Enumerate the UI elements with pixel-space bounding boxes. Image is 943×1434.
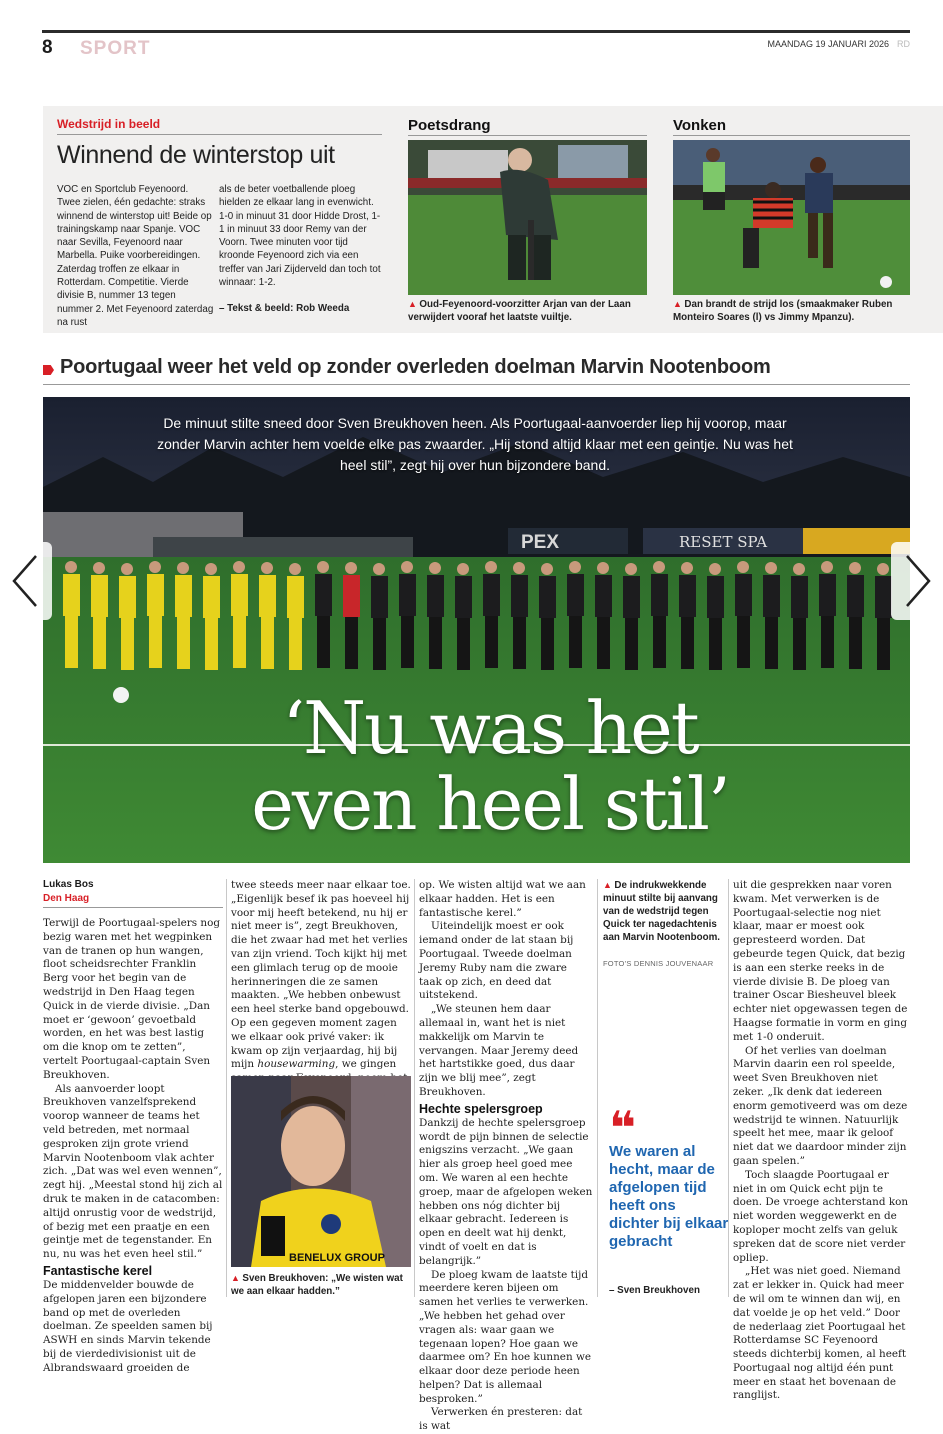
- pull-quote: We waren al hecht, maar de afgelopen tijd heeft ons dichter bij elkaar gebracht: [609, 1143, 729, 1250]
- column-divider: [728, 879, 729, 1297]
- wib-credit: – Tekst & beeld: Rob Weeda: [219, 303, 350, 315]
- carousel-next-button[interactable]: [891, 542, 943, 620]
- paragraph: Terwijl de Poortugaal-spelers nog bezig waren met het wegpinken van de tranen op hun wangen, floot scheidsrechter Franklin Berg voor het begin van de wedstrijd in Den Haag tegen Quick in de vierde divisie. „Dan moet er ‘gewoon’ gevoetbald worden, en het was best lastig om die knop om te zetten”, vertelt Poortugaal-captain Sven Breukhoven.: [43, 917, 221, 1081]
- subheading: Hechte spelersgroep: [419, 1101, 543, 1116]
- paragraph: Verwerken én presteren: dat is wat: [419, 1406, 583, 1433]
- section-label: SPORT: [80, 38, 151, 59]
- headline-marker: [43, 365, 54, 375]
- article-intro: De minuut stilte sneed door Sven Breukhoven heen. Als Poortugaal-aanvoerder liep hij voorop, maar zonder Marvin achter hem voelde elke pas zwaarder. „Hij stond altijd klaar met een geintje. Nu was het heel stil”, zegt hij over hun bijzondere band.: [157, 415, 793, 473]
- quote-mark-icon: ❝: [609, 1101, 636, 1155]
- chevron-left-icon: [0, 542, 52, 620]
- photo-credit: FOTO’S DENNIS JOUVENAAR: [603, 959, 714, 968]
- vonken-photo: [673, 140, 910, 295]
- portrait-photo: [231, 1076, 411, 1267]
- paragraph: Dankzij de hechte spelersgroep wordt de pijn binnen de selectie enigszins verzacht. „We gaan hier als groep heel goed mee om. We waren al een hechte groep, maar de afgelopen weken hebben ons nóg dichter bij elkaar gebracht. Iedereen is open en deelt wat hij denkt, vindt of voelt en dat is belangrijk.”: [419, 1116, 593, 1267]
- paragraph: op. We wisten altijd wat we aan elkaar hadden. Het is een fantastische kerel.”: [419, 879, 586, 919]
- divider: [43, 907, 223, 908]
- paragraph: Of het verlies van doelman Marvin daarin een rol speelde, weet Sven Breukhoven niet zeker. „Ik denk dat iedereen enorm gemotiveerd was om deze wedstrijd te winnen. Natuurlijk speelt het mee, maar ik geloof niet dat we daardoor minder zijn gaan spelen.”: [733, 1044, 908, 1167]
- article-column-3: [419, 879, 593, 1434]
- divider: [673, 135, 910, 136]
- vonken-title: Vonken: [673, 117, 727, 134]
- wib-text-col2: [219, 183, 382, 316]
- article-headline: Poortugaal weer het veld op zonder overleden doelman Marvin Nootenboom: [60, 356, 771, 378]
- shirt-sponsor: BENELUX GROUP: [289, 1252, 385, 1264]
- quote-line-2: even heel stil’: [251, 762, 729, 846]
- page-number: 8: [42, 37, 53, 58]
- paragraph: Uiteindelijk moest er ook iemand onder de lat staan bij Poortugaal. Tweede doelman Jeremy Ruby nam die zware taak op zich, en deed dat uitstekend.: [419, 920, 574, 1002]
- author: Lukas Bos: [43, 879, 94, 890]
- dateline: [640, 39, 910, 49]
- paragraph: Toch slaagde Poortugaal er niet in om Quick echt pijn te doen. De vroege achterstand kon niet worden weggewerkt en de koploper mocht zelfs van geluk spreken dat de score niet verder opliep.: [733, 1168, 909, 1264]
- paragraph: „We steunen hem daar allemaal in, want het is niet makkelijk om Marvin te vervangen. Maar Jeremy deed het hartstikke goed, dus daar zijn we blij mee”, zegt Breukhoven.: [419, 1003, 579, 1098]
- divider: [43, 384, 910, 385]
- main-photo-caption: ▲ De indrukwekkende minuut stilte bij aanvang van de wedstrijd tegen Quick ter nagedachtenis aan Marvin Nootenboom.: [603, 880, 721, 943]
- ad-board-pex: PEX: [521, 532, 560, 553]
- header-rule: [42, 30, 910, 33]
- paragraph: Als aanvoerder loopt Breukhoven vanzelfsprekend voorop wanneer de teams het veld betreden, met normaal gesproken zijn grote vriend Marvin Nootenboom vlak achter zich. „Dat was wel even wennen”, zegt hij. „Meestal stond hij zich al druk te maken in de catacomben: altijd onrustig voor de wedstrijd, of bezig met een praatje en een geintje met de tegenstander. En nu, nu was het even heel stil.”: [43, 1082, 223, 1261]
- paragraph: De ploeg kwam de laatste tijd meerdere keren bijeen om samen het verlies te verwerken. „We hebben het gehad over vragen als: waar gaan we tegenaan lopen? Hoe gaan we daarmee om? En hoe kunnen we elkaar door deze periode heen helpen? Dat is allemaal besproken.”: [419, 1268, 591, 1405]
- subheading: Fantastische kerel: [43, 1263, 153, 1278]
- paper-code: RD: [897, 39, 910, 49]
- paragraph: uit die gesprekken naar voren kwam. Met verwerken is de Poortugaal-selectie nog niet klaar, maar er moest ook gepresteerd worden. Dat gebeurde tegen Quick, dat bezig is aan een sterke reeks in de vierde divisie B. De ploeg van trainer Oscar Biesheuvel bleek echter niet opgewassen tegen de Haagse formatie in vorm en ging met 1-0 onderuit.: [733, 879, 908, 1043]
- column-divider: [226, 879, 227, 1297]
- article-column-5: [733, 879, 910, 1403]
- wib-text-col2-body: als de beter voetballende ploeg hielden ze elkaar lang in evenwicht. 1-0 in minuut 31 door Hidde Drost, 1-1 in minuut 33 door Remy van der Voorn. Twee minuten voor tijd kroonde Feyenoord zich via een treffer van Jari Zijderveld dan toch tot winnaar: 1-2.: [219, 184, 381, 289]
- carousel-prev-button[interactable]: [0, 542, 52, 620]
- date: MAANDAG 19 JANUARI 2026: [767, 39, 889, 49]
- wib-text-col1: VOC en Sportclub Feyenoord. Twee zielen, één gedachte: straks winnend de winterstop uit! Beide op trainingskamp naar Spanje. VOC naar Sevilla, Feyenoord naar Marbella. Puike voorbereidingen. Zaterdag troffen ze elkaar in Rotterdam. Competitie. Vierde divisie B, nummer 13 tegen nummer 2. Met Feyenoord zaterdag na rust: [57, 184, 214, 328]
- column-divider: [414, 879, 415, 1297]
- poetsdrang-title: Poetsdrang: [408, 117, 491, 134]
- poetsdrang-caption: ▲ Oud-Feyenoord-voorzitter Arjan van der Laan verwijdert vooraf het laatste vuiltje.: [408, 299, 631, 323]
- portrait-caption: ▲ Sven Breukhoven: „We wisten wat we aan elkaar hadden.”: [231, 1273, 403, 1297]
- divider: [57, 134, 382, 135]
- poetsdrang-photo: [408, 140, 647, 295]
- article-column-2: [231, 879, 411, 1100]
- vonken-caption: ▲ Dan brandt de strijd los (smaakmaker Ruben Monteiro Soares (l) vs Jimmy Mpanzu).: [673, 299, 893, 323]
- article-quote-title: [190, 686, 790, 846]
- paragraph: twee steeds meer naar elkaar toe. „Eigenlijk besef ik pas hoeveel hij voor mij heeft betekend, nu hij er niet meer is”, zegt Breukhoven, die het zwaar had met het verlies van zijn vriend. Toch kijkt hij met een glimlach terug op de mooie herinneringen die ze samen maakten. „We hebben onbewust een heel sterke band opgebouwd. Op een gegeven moment zagen we elkaar ook privé vaker: ik kwam op zijn verjaardag, hij bij mijn housewarming, we gingen: [231, 879, 411, 1071]
- divider: [408, 135, 647, 136]
- wedstrijd-in-beeld-title: Winnend de winterstop uit: [57, 141, 335, 169]
- wedstrijd-in-beeld-label: Wedstrijd in beeld: [57, 117, 161, 131]
- pull-quote-author: – Sven Breukhoven: [609, 1285, 700, 1296]
- dateline-city: Den Haag: [43, 893, 90, 904]
- paragraph: De middenvelder bouwde de afgelopen jaren een bijzondere band op met de overleden doelman. Ze speelden samen bij ASWH en sinds Marvin tekende bij de vierdedivisionist uit de Albrandswaard groeiden de: [43, 1278, 213, 1374]
- ad-board-reset-spa: RESET SPA: [679, 533, 768, 551]
- quote-line-1: ‘Nu was het: [282, 686, 698, 770]
- column-divider: [597, 879, 598, 1297]
- article-column-1: [43, 917, 223, 1376]
- paragraph: „Het was niet goed. Niemand zat er lekker in. Quick had meer de wil om te winnen dan wij, en dat voelde je op het veld.” Door de nederlaag ziet Poortugaal het Rotterdamse SC Feyenoord steeds dichterbij komen, al heeft Poortugaal nog altijd één punt meer en staat het bovenaan de ranglijst.: [733, 1265, 907, 1402]
- chevron-right-icon: [891, 542, 943, 620]
